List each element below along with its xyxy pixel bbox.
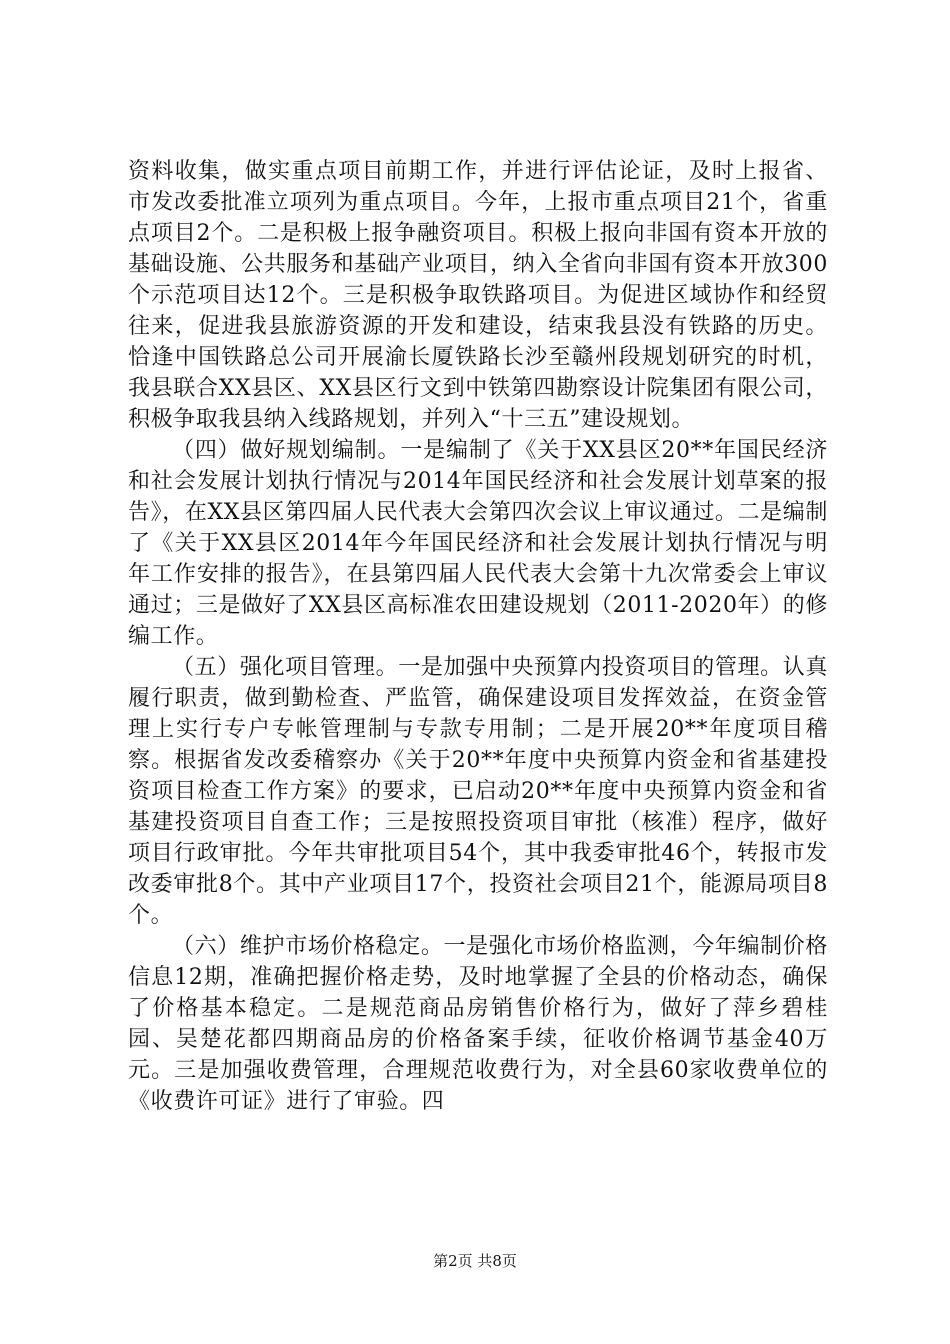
paragraph-continued: 资料收集，做实重点项目前期工作，并进行评估论证，及时上报省、市发改委批准立项列为重点项目。今年，上报市重点项目21个，省重点项目2个。二是积极上报争融资项目。积极上报向非国有资本开放的基础设施、公共服务和基础产业项目，纳入全省向非国有资本开放300个示范项目达12个。三是积极争取铁路项目。为促进区域协作和经贸往来，促进我县旅游资源的开发和建设，结束我县没有铁路的历史。恰逢中国铁路总公司开展渝长厦铁路长沙至赣州段规划研究的时机，我县联合XX县区、XX县区行文到中铁第四勘察设计院集团有限公司，积极争取我县纳入线路规划，并列入“十三五”建设规划。 <box>128 159 828 432</box>
paragraph-project-management: （五）强化项目管理。一是加强中央预算内投资项目的管理。认真履行职责，做到勤检查、严监管，确保建设项目发挥效益，在资金管理上实行专户专帐管理制与专款专用制；二是开展20**年度项目稽察。根据省发改委稽察办《关于20**年度中央预算内资金和省基建投资项目检查工作方案》的要求，已启动20**年度中央预算内资金和省基建投资项目自查工作；三是按照投资项目审批（核准）程序，做好项目行政审批。今年共审批项目54个，其中我委审批46个，转报市发改委审批8个。其中产业项目17个，投资社会项目21个，能源局项目8个。 <box>128 655 828 928</box>
document-body <box>128 156 828 1117</box>
paragraph-price-stability: （六）维护市场价格稳定。一是强化市场价格监测，今年编制价格信息12期，准确把握价格走势，及时地掌握了全县的价格动态，确保了价格基本稳定。二是规范商品房销售价格行为，做好了萍乡碧桂园、吴楚花都四期商品房的价格备案手续，征收价格调节基金40万元。三是加强收费管理，合理规范收费行为，对全县60家收费单位的《收费许可证》进行了审验。四 <box>128 934 828 1114</box>
paragraph-planning: （四）做好规划编制。一是编制了《关于XX县区20**年国民经济和社会发展计划执行情况与2014年国民经济和社会发展计划草案的报告》，在XX县区第四届人民代表大会第四次会议上审议通过。二是编制了《关于XX县区2014年今年国民经济和社会发展计划执行情况与明年工作安排的报告》，在县第四届人民代表大会第十九次常委会上审议通过；三是做好了XX县区高标准农田建设规划（2011-2020年）的修编工作。 <box>128 438 828 649</box>
page-footer: 第2页 共8页 <box>433 1252 517 1270</box>
